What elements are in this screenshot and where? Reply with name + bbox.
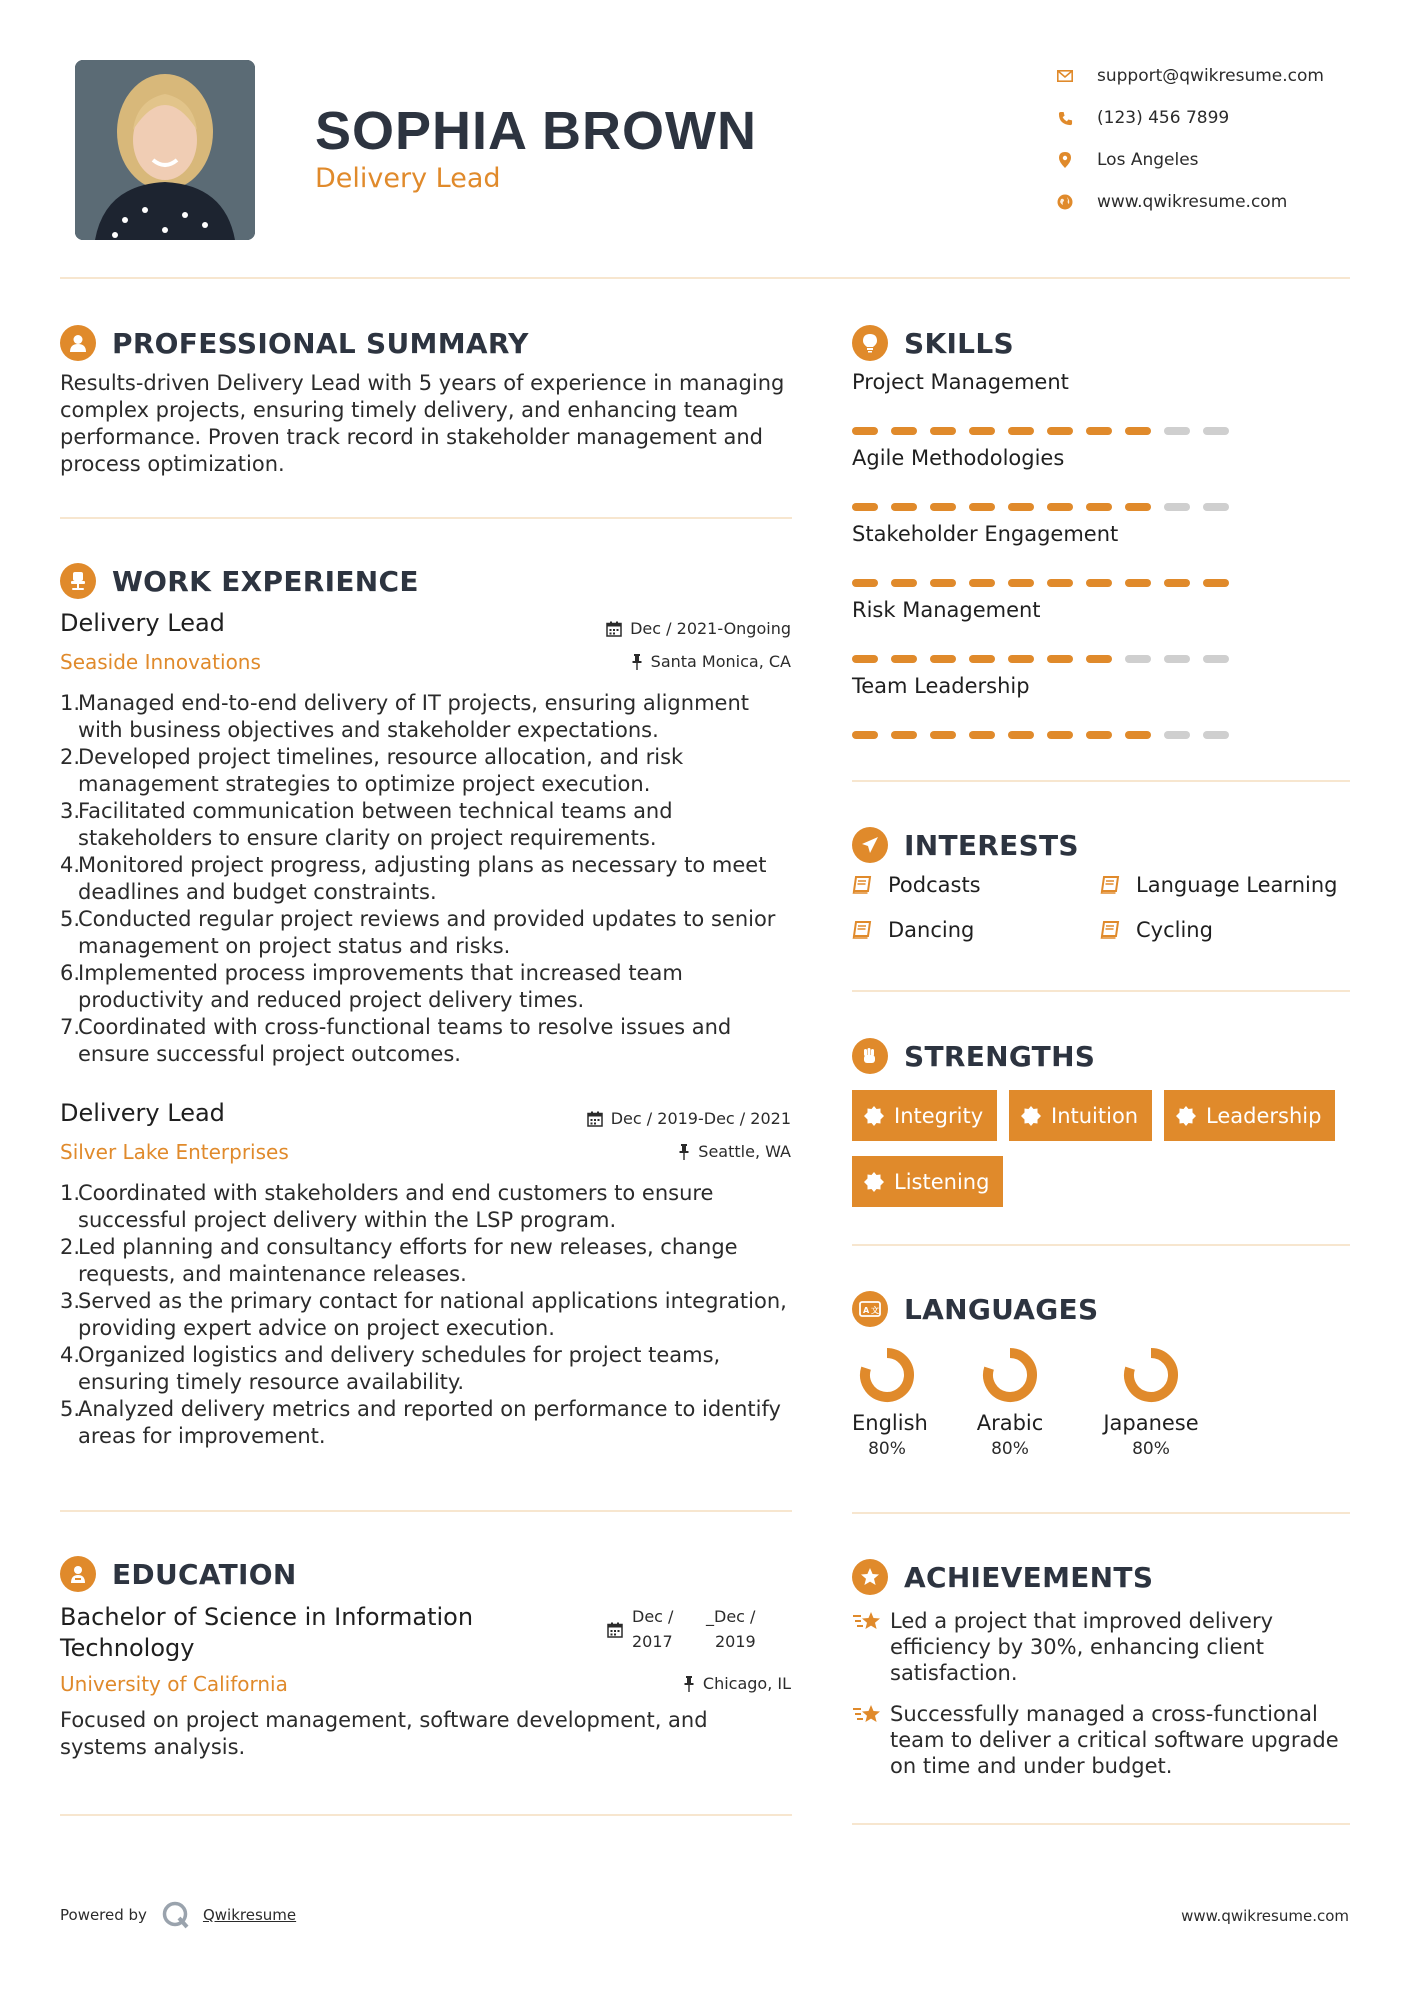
skill-level-segment [1008,503,1034,511]
job-company: Silver Lake Enterprises [60,1140,289,1164]
skill-level-segment [1203,731,1229,739]
strength-tag: Listening [852,1156,1003,1207]
star-badge-icon [852,1559,888,1595]
skill-level-segment [1008,579,1034,587]
skill-level-segment [891,503,917,511]
language-item: English 80% [852,1345,922,1459]
skill-level-segment [1047,503,1073,511]
skill-level-segment [1164,503,1190,511]
skill-level-segment [1008,731,1034,739]
skill-level-segment [891,655,917,663]
skill-level-segment [852,655,878,663]
education-location: Chicago, IL [683,1674,791,1693]
skill-level-segment [1047,579,1073,587]
paper-plane-icon [852,827,888,863]
skill-level-segment [1164,579,1190,587]
achievement-item: Led a project that improved delivery efficiency by 30%, enhancing client satisfaction. [852,1608,1352,1686]
badge-icon [864,1172,884,1192]
degree-title: Bachelor of Science in Information Technology [60,1603,474,1662]
skill-level-segment [852,427,878,435]
strength-tag: Intuition [1009,1090,1152,1141]
achievements-heading: ACHIEVEMENTS [852,1559,1153,1595]
skill-level-segment [1086,655,1112,663]
strengths-heading: STRENGTHS [852,1038,1095,1074]
skill-level-segment [930,503,956,511]
list-item: 3. Facilitated communication between technical teams and stakeholders to ensure clarity on project requirements. [60,799,673,850]
footer-powered-by: Powered by Qwikresume [60,1900,296,1930]
interests-divider [852,990,1350,992]
skill-level-segment [1047,427,1073,435]
skill-level-segment [1008,655,1034,663]
skill-name: Stakeholder Engagement [852,522,1119,546]
list-item: 6. Implemented process improvements that increased team productivity and reduced project delivery times. [60,961,683,1012]
experience-heading: WORK EXPERIENCE [60,563,419,599]
translate-icon [852,1291,888,1327]
interest-item: Language Learning [1100,873,1337,897]
skill-level-segment [852,731,878,739]
education-divider [60,1814,792,1816]
calendar-icon [587,1111,603,1127]
skill-level-segment [969,731,995,739]
language-item: Arabic 80% [975,1345,1045,1459]
contact-email[interactable]: support@qwikresume.com [1055,55,1385,97]
language-progress-arc [865,1353,909,1397]
list-item: 5. Analyzed delivery metrics and reported on performance to identify areas for improvement. [60,1397,781,1448]
skill-level-segment [930,655,956,663]
summary-divider [60,517,792,519]
skill-level-segment [891,731,917,739]
achievements-divider [852,1823,1350,1825]
svg-text:文: 文 [871,1306,879,1315]
skill-level-segment [969,655,995,663]
contact-location: Los Angeles [1055,139,1385,181]
pin-icon [678,1144,690,1160]
language-progress-ring [1121,1345,1181,1405]
skill-item [852,446,1252,511]
experience-divider [60,1510,792,1512]
list-item: 5. Conducted regular project reviews and provided updates to senior management on project status and risks. [60,907,776,958]
languages-divider [852,1512,1350,1514]
skill-level-segment [930,731,956,739]
book-icon [852,921,872,939]
language-progress-arc [1129,1353,1173,1397]
skill-level-segment [969,579,995,587]
calendar-icon [606,621,622,637]
skill-level-segment [1086,503,1112,511]
skill-level-bar [852,731,1252,739]
skill-level-segment [1086,731,1112,739]
header-divider [60,277,1350,279]
graduate-icon [60,1556,96,1592]
skill-name: Team Leadership [852,674,1030,698]
skill-item [852,522,1252,587]
contact-website[interactable]: www.qwikresume.com [1055,181,1385,223]
summary-text: Results-driven Delivery Lead with 5 years of experience in managing complex projects, ensuring timely delivery, and enhancing team performance. Proven track record in stakeholder management and process optimization. [60,371,785,476]
book-icon [1100,921,1120,939]
candidate-name: SOPHIA BROWN [315,101,757,161]
list-item: 3. Served as the primary contact for national applications integration, providing expert advice on project execution. [60,1289,787,1340]
skills-divider [852,780,1350,782]
interest-item: Dancing [852,918,974,942]
skill-level-segment [1203,503,1229,511]
job-dates: Dec / 2019-Dec / 2021 [587,1109,791,1128]
job-location: Santa Monica, CA [631,652,791,671]
skill-level-segment [1164,655,1190,663]
job-location: Seattle, WA [678,1142,791,1161]
list-item: 2. Led planning and consultancy efforts for new releases, change requests, and maintenance releases. [60,1235,738,1286]
skill-level-segment [969,503,995,511]
book-icon [1100,876,1120,894]
skill-level-segment [1125,503,1151,511]
lightbulb-icon [852,325,888,361]
job-company: Seaside Innovations [60,650,261,674]
badge-icon [1021,1106,1041,1126]
calendar-icon [607,1622,623,1642]
globe-icon [1055,192,1075,212]
skill-item [852,370,1252,435]
skill-item [852,674,1252,739]
skill-level-segment [1125,731,1151,739]
skill-level-bar [852,579,1252,587]
user-icon [60,325,96,361]
phone-icon [1055,108,1075,128]
pin-icon [631,654,643,670]
language-progress-ring [857,1345,917,1405]
fist-icon [852,1038,888,1074]
list-item: 4. Monitored project progress, adjusting plans as necessary to meet deadlines and budget constraints. [60,853,767,904]
job-responsibilities [60,1180,805,1450]
education-description: Focused on project management, software development, and systems analysis. [60,1708,708,1759]
education-start-date: Dec / 2017 [632,1607,674,1651]
skill-name: Risk Management [852,598,1041,622]
interest-item: Cycling [1100,918,1213,942]
education-end-date: _Dec / 2019 [706,1607,756,1651]
shooting-star-icon [852,1610,890,1686]
skill-level-segment [1203,579,1229,587]
languages-heading: A 文 LANGUAGES [852,1291,1098,1327]
skill-level-segment [1086,579,1112,587]
skill-item [852,598,1252,663]
candidate-title: Delivery Lead [315,163,501,194]
education-heading: EDUCATION [60,1556,297,1592]
skill-level-segment [969,427,995,435]
skill-level-segment [1086,427,1112,435]
skill-level-segment [1125,579,1151,587]
skill-level-bar [852,427,1252,435]
language-progress-arc [988,1353,1032,1397]
skill-level-segment [1125,655,1151,663]
skill-level-segment [852,579,878,587]
skill-level-segment [930,579,956,587]
contact-phone[interactable]: (123) 456 7899 [1055,97,1385,139]
skill-name: Agile Methodologies [852,446,1065,470]
skill-level-segment [891,427,917,435]
list-item: 1. Coordinated with stakeholders and end customers to ensure successful project delivery within the LSP program. [60,1181,714,1232]
skill-level-segment [1125,427,1151,435]
skill-level-segment [1008,427,1034,435]
skill-level-bar [852,655,1252,663]
skill-level-segment [1164,731,1190,739]
list-item: 1. Managed end-to-end delivery of IT projects, ensuring alignment with business objectives and stakeholder expectations. [60,691,749,742]
badge-icon [864,1106,884,1126]
shooting-star-icon [852,1703,890,1779]
book-icon [852,876,872,894]
language-item: Japanese 80% [1098,1345,1204,1459]
strength-tag: Integrity [852,1090,997,1141]
profile-photo [75,60,255,240]
interests-heading: INTERESTS [852,827,1079,863]
skill-level-segment [891,579,917,587]
skill-level-segment [930,427,956,435]
skills-heading: SKILLS [852,325,1014,361]
footer-url[interactable]: www.qwikresume.com [1181,1907,1349,1925]
list-item: 4. Organized logistics and delivery schedules for project teams, ensuring timely resource availability. [60,1343,721,1394]
skill-level-segment [1203,427,1229,435]
skill-level-segment [1047,655,1073,663]
skill-name: Project Management [852,370,1069,394]
skill-level-bar [852,503,1252,511]
skill-level-segment [852,503,878,511]
email-icon [1055,66,1075,86]
language-progress-ring [980,1345,1040,1405]
qwikresume-logo-icon [161,1900,191,1930]
job-title: Delivery Lead [60,609,225,637]
skill-level-segment [1203,655,1229,663]
office-chair-icon [60,563,96,599]
job-title: Delivery Lead [60,1099,225,1127]
skill-level-segment [1047,731,1073,739]
qwikresume-link[interactable]: Qwikresume [202,1906,297,1924]
badge-icon [1176,1106,1196,1126]
summary-heading: PROFESSIONAL SUMMARY [60,325,529,361]
contact-list [1055,55,1385,223]
svg-text:A: A [863,1306,870,1315]
pin-icon [683,1676,695,1692]
list-item: 7. Coordinated with cross-functional teams to resolve issues and ensure successful project outcomes. [60,1015,732,1066]
strengths-divider [852,1244,1350,1246]
job-dates: Dec / 2021-Ongoing [606,619,791,638]
location-icon [1055,150,1075,170]
strength-tag: Leadership [1164,1090,1335,1141]
list-item: 2. Developed project timelines, resource allocation, and risk management strategies to optimize project execution. [60,745,684,796]
achievement-item: Successfully managed a cross-functional team to deliver a critical software upgrade on time and under budget. [852,1701,1352,1779]
skill-level-segment [1164,427,1190,435]
job-responsibilities [60,690,805,1068]
interest-item: Podcasts [852,873,981,897]
school-name: University of California [60,1672,288,1696]
